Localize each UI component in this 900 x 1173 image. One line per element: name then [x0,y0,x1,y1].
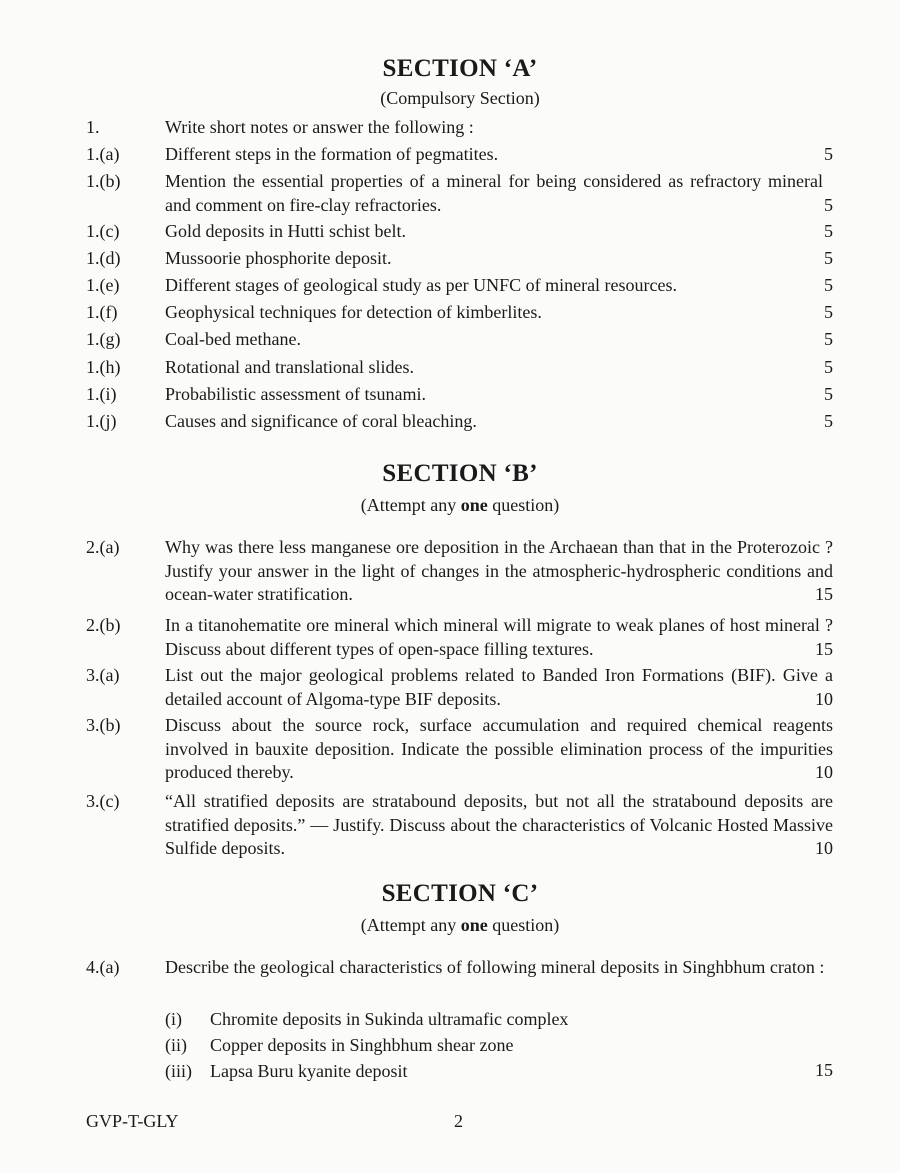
sub-item-text: Copper deposits in Singhbhum shear zone [210,1035,514,1055]
question-number: 1.(e) [86,275,120,295]
subtitle-text: (Attempt any [360,495,461,515]
question-number: 3.(a) [86,665,120,685]
question-marks: 5 [824,144,833,164]
question-marks: 5 [824,357,833,377]
question-marks: 5 [824,329,833,349]
question-number: 1.(h) [86,357,121,377]
section-a-subtitle: (Compulsory Section) [380,88,540,108]
question-marks: 10 [815,689,833,709]
question-marks: 5 [824,195,833,215]
sub-item-text: Lapsa Buru kyanite deposit [210,1061,408,1081]
question-number: 4.(a) [86,957,120,977]
question-number: 3.(c) [86,791,120,811]
sub-item-i [165,1008,568,1032]
question-text: Write short notes or answer the following : [165,117,474,137]
question-number: 2.(a) [86,537,120,557]
section-c-subtitle [0,915,900,936]
question-text: Gold deposits in Hutti schist belt. [165,221,406,241]
subtitle-emphasis: one [460,495,488,515]
question-marks: 5 [824,275,833,295]
question-text: Geophysical techniques for detection of kimberlites. [165,302,542,322]
question-number: 1.(c) [86,221,120,241]
paper-code: GVP-T-GLY [86,1111,179,1131]
question-number: 1.(a) [86,144,120,164]
question-number: 1.(g) [86,329,121,349]
question-text: Mussoorie phosphorite deposit. [165,248,392,268]
question-text: In a titanohematite ore mineral which mineral will migrate to weak planes of host mineral ? Discuss about different types of open-space filling textures. [165,615,833,659]
question-text: Why was there less manganese ore deposition in the Archaean than that in the Proterozoic ? Justify your answer in the light of changes in the atmospheric-hydrospheric conditions and ocean-water stratification. [165,537,833,604]
sub-item-number: (i) [165,1009,182,1029]
question-number: 3.(b) [86,715,121,735]
question-number: 1.(f) [86,302,118,322]
question-4a-marks: 15 [815,1060,833,1080]
question-text: “All stratified deposits are stratabound deposits, but not all the stratabound deposits are stratified deposits.” — Justify. Discuss about the characteristics of Volcanic Hosted Massive Sulfide deposits. [165,791,833,858]
question-marks: 5 [824,384,833,404]
question-marks: 5 [824,411,833,431]
question-marks: 10 [815,838,833,858]
question-text: Causes and significance of coral bleaching. [165,411,477,431]
question-number: 1.(j) [86,411,117,431]
section-b-title: SECTION ‘B’ [382,460,538,487]
question-text: Rotational and translational slides. [165,357,414,377]
section-b-subtitle [0,495,900,516]
sub-item-ii [165,1034,513,1058]
sub-item-number: (ii) [165,1035,187,1055]
question-text: Different stages of geological study as per UNFC of mineral resources. [165,275,678,295]
subtitle-emphasis: one [460,915,488,935]
question-text: List out the major geological problems related to Banded Iron Formations (BIF). Give a detailed account of Algoma-type BIF deposits. [165,665,833,709]
question-number: 1.(d) [86,248,121,268]
question-marks: 5 [824,248,833,268]
question-text: Probabilistic assessment of tsunami. [165,384,426,404]
question-text: Describe the geological characteristics of following mineral deposits in Singhbhum craton : [165,957,825,977]
question-number: 1.(b) [86,171,121,191]
sub-item-iii [165,1060,407,1084]
sub-item-text: Chromite deposits in Sukinda ultramafic complex [210,1009,569,1029]
question-number: 1. [86,117,100,137]
subtitle-text: (Attempt any [360,915,461,935]
subtitle-text: question) [487,915,560,935]
question-marks: 5 [824,302,833,322]
page-number: 2 [454,1111,463,1131]
question-marks: 10 [815,762,833,782]
question-text: Discuss about the source rock, surface accumulation and required chemical reagents involved in bauxite deposition. Indicate the possible elimination process of the impurities produced thereby. [165,715,833,782]
section-a-title: SECTION ‘A’ [382,55,538,82]
question-number: 2.(b) [86,615,121,635]
question-number: 1.(i) [86,384,117,404]
question-text: Different steps in the formation of pegmatites. [165,144,499,164]
question-marks: 15 [815,639,833,659]
question-marks: 5 [824,221,833,241]
question-text: Mention the essential properties of a mineral for being considered as refractory mineral and comment on fire-clay refractories. [165,171,823,215]
question-marks: 15 [815,584,833,604]
subtitle-text: question) [487,495,560,515]
sub-item-number: (iii) [165,1061,192,1081]
section-c-title: SECTION ‘C’ [381,880,539,907]
question-text: Coal-bed methane. [165,329,301,349]
